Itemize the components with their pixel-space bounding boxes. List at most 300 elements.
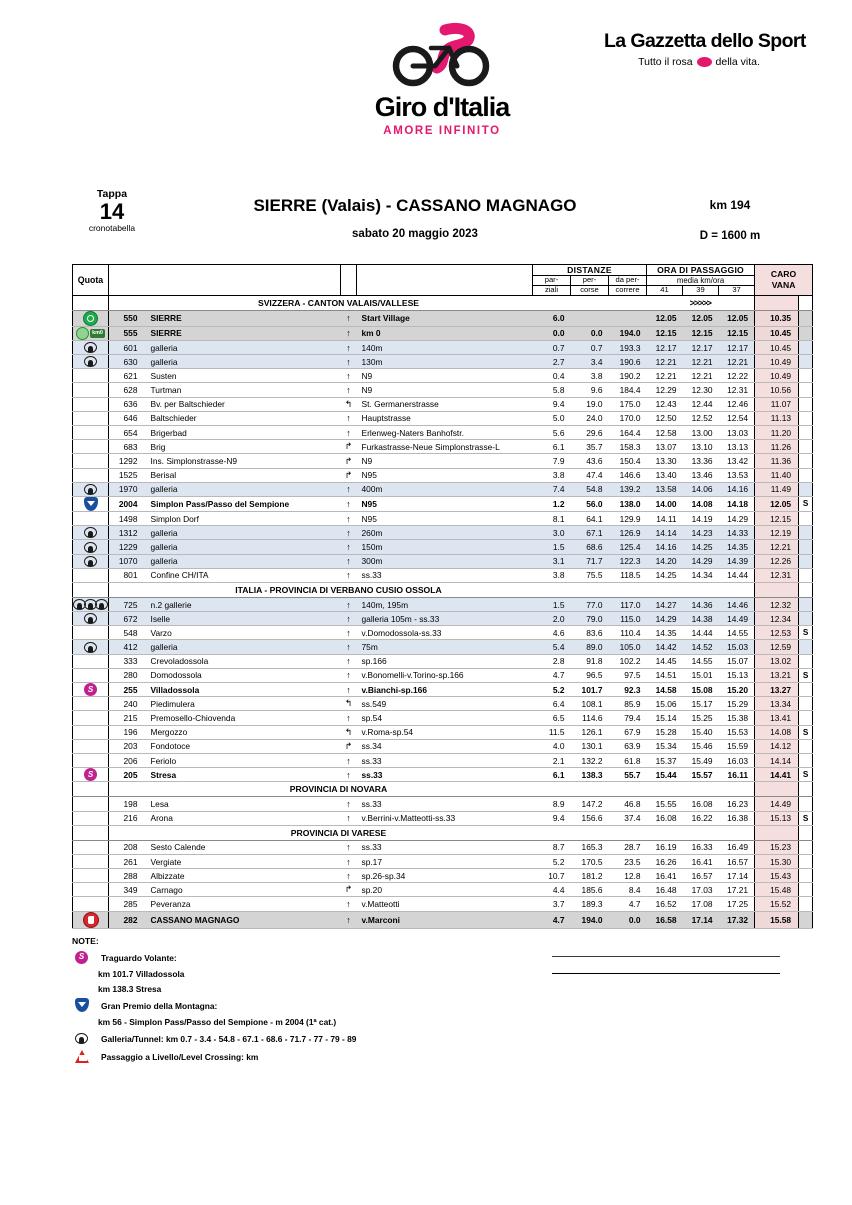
cell-road: N95 [357,511,533,525]
cell-time-39: 15.08 [683,683,719,697]
cell-parziali: 5.0 [533,411,571,425]
cell-time-39: 15.25 [683,711,719,725]
cell-percorse: 96.5 [571,668,609,682]
carovana-line2: VANA [771,279,796,290]
cell-parziali: 6.1 [533,768,571,782]
row-icon-cell [73,654,109,668]
cell-time-41: 13.40 [647,468,683,482]
cell-parziali: 10.7 [533,869,571,883]
cell-carovana: 14.08 [755,725,799,739]
row-icon-cell [73,739,109,753]
cell-time-37: 12.05 [719,310,755,326]
logo-header [0,0,852,150]
cell-parziali: 7.4 [533,482,571,496]
cell-place: Piedimulera [145,697,341,711]
col-header-parziali-2: ziali [533,286,571,296]
cell-percorse: 91.8 [571,654,609,668]
cell-s-marker [799,426,813,440]
cell-time-37: 16.38 [719,811,755,825]
cell-dapercorrere: 164.4 [609,426,647,440]
cell-s-marker [799,568,813,582]
col-header-ora: ORA DI PASSAGGIO [647,265,755,276]
cell-place: galleria [145,554,341,568]
cell-time-37: 14.46 [719,597,755,611]
note-sprint-1: km 101.7 Villadossola [98,969,185,980]
cell-road: v.Roma-sp.54 [357,725,533,739]
cell-time-41: 14.35 [647,626,683,640]
direction-arrow-icon: ↑ [341,326,357,340]
note-gpm-title: Gran Premio della Montagna: [101,1000,218,1011]
direction-arrow-icon: ↑ [341,482,357,496]
cell-s-marker [799,454,813,468]
cell-percorse: 0.0 [571,326,609,340]
cell-carovana: 12.53 [755,626,799,640]
cell-s-marker [799,540,813,554]
cell-time-39: 16.41 [683,854,719,868]
row-icon-cell [73,468,109,482]
cell-parziali: 6.0 [533,310,571,326]
cell-quota: 205 [109,768,145,782]
cell-s-marker [799,468,813,482]
direction-arrow-icon: ↑ [341,383,357,397]
cell-time-41: 15.55 [647,797,683,811]
cell-place: Bv. per Baltschieder [145,397,341,411]
direction-arrow-icon: ↑ [341,869,357,883]
cell-dapercorrere: 67.9 [609,725,647,739]
cell-place: Berisal [145,468,341,482]
row-icon-cell [73,397,109,411]
region-label: PROVINCIA DI VARESE [145,825,533,840]
cell-time-41: 16.19 [647,840,683,854]
table-row [73,454,813,468]
direction-arrow-icon: ↱ [341,468,357,482]
region-icon-cell [73,825,109,840]
cell-quota: 196 [109,725,145,739]
cell-place: Premosello-Chiovenda [145,711,341,725]
table-row [73,440,813,454]
cell-quota: 672 [109,612,145,626]
direction-arrow-icon: ↱ [341,440,357,454]
direction-arrow-icon: ↑ [341,797,357,811]
cell-s-marker: S [799,668,813,682]
cell-time-37: 12.31 [719,383,755,397]
cell-time-41: 12.21 [647,369,683,383]
table-row [73,739,813,753]
cell-place: Stresa [145,768,341,782]
giro-cyclist-icon [352,22,532,94]
cell-dapercorrere: 97.5 [609,668,647,682]
table-row [73,654,813,668]
cell-dapercorrere [609,310,647,326]
cell-s-marker [799,854,813,868]
cell-time-37: 12.21 [719,355,755,369]
cell-road: 260m [357,526,533,540]
cell-road: N95 [357,496,533,511]
table-row [73,668,813,682]
cell-dapercorrere: 150.4 [609,454,647,468]
cell-quota: 255 [109,683,145,697]
cell-place: Varzo [145,626,341,640]
signature-block [552,940,780,974]
cell-percorse: 71.7 [571,554,609,568]
cell-road: sp.26-sp.34 [357,869,533,883]
direction-arrow-icon: ↑ [341,526,357,540]
cell-s-marker [799,711,813,725]
cell-percorse: 132.2 [571,753,609,767]
cell-time-41: 15.06 [647,697,683,711]
col-header-parziali-1: par- [533,276,571,286]
cell-road: v.Marconi [357,911,533,928]
cell-place: galleria [145,526,341,540]
cell-percorse: 108.1 [571,697,609,711]
tunnel-icon [73,612,109,626]
cell-parziali: 3.8 [533,568,571,582]
direction-arrow-icon: ↑ [341,540,357,554]
cell-carovana: 10.35 [755,310,799,326]
cell-carovana: 15.58 [755,911,799,928]
cell-carovana: 11.13 [755,411,799,425]
region-icon-cell [73,295,109,310]
cell-quota: 333 [109,654,145,668]
cell-s-marker: S [799,496,813,511]
cell-time-37: 17.32 [719,911,755,928]
row-icon-cell [73,753,109,767]
cell-quota: 548 [109,626,145,640]
cell-time-41: 12.29 [647,383,683,397]
cell-time-41: 13.07 [647,440,683,454]
table-row [73,911,813,928]
cell-quota: 1229 [109,540,145,554]
cell-time-37: 13.03 [719,426,755,440]
cell-time-39: 14.25 [683,540,719,554]
cell-quota: 654 [109,426,145,440]
carovana-line1: CARO [770,269,797,280]
cell-percorse: 147.2 [571,797,609,811]
cell-parziali: 2.0 [533,612,571,626]
cell-percorse: 126.1 [571,725,609,739]
cell-parziali: 9.4 [533,397,571,411]
cell-parziali: 4.4 [533,883,571,897]
cell-time-39: 14.34 [683,568,719,582]
cell-parziali: 3.1 [533,554,571,568]
cell-parziali: 0.7 [533,340,571,354]
gazzetta-tagline-after: della vita. [715,56,760,68]
cell-s-marker: S [799,768,813,782]
cell-parziali: 7.9 [533,454,571,468]
cell-s-marker [799,739,813,753]
table-row [73,640,813,654]
direction-arrow-icon: ↰ [341,397,357,411]
cell-road: Hauptstrasse [357,411,533,425]
cell-time-41: 16.08 [647,811,683,825]
cell-time-37: 15.07 [719,654,755,668]
cell-dapercorrere: 0.0 [609,911,647,928]
direction-arrow-icon: ↑ [341,612,357,626]
cell-quota: 216 [109,811,145,825]
row-icon-cell [73,440,109,454]
carovana-arrows [647,782,755,797]
cell-time-41: 14.11 [647,511,683,525]
row-icon-cell [73,454,109,468]
cell-quota: 203 [109,739,145,753]
row-icon-cell [73,811,109,825]
cell-road: N9 [357,369,533,383]
cell-percorse: 3.4 [571,355,609,369]
cell-dapercorrere: 138.0 [609,496,647,511]
cell-place: Susten [145,369,341,383]
cell-place: SIERRE [145,310,341,326]
row-icon-cell [73,426,109,440]
cell-percorse: 130.1 [571,739,609,753]
cell-carovana: 14.49 [755,797,799,811]
cell-place: galleria [145,482,341,496]
table-body [73,295,813,928]
cell-percorse: 101.7 [571,683,609,697]
signature-line-1 [552,940,780,957]
table-row [73,411,813,425]
carovana-arrows: >>>>> [647,295,755,310]
row-icon-cell [73,883,109,897]
cell-percorse: 54.8 [571,482,609,496]
cell-parziali: 4.7 [533,668,571,682]
cell-percorse: 165.3 [571,840,609,854]
cell-s-marker [799,326,813,340]
cell-parziali: 4.6 [533,626,571,640]
notes-section [72,936,780,1066]
direction-arrow-icon: ↑ [341,897,357,911]
cell-dapercorrere: 190.6 [609,355,647,369]
table-row [73,711,813,725]
table-row [73,811,813,825]
cell-percorse: 83.6 [571,626,609,640]
cell-place: Lesa [145,797,341,811]
cell-quota: 725 [109,597,145,611]
cell-place: galleria [145,340,341,354]
cell-time-37: 14.44 [719,568,755,582]
cell-time-39: 14.44 [683,626,719,640]
table-row [73,340,813,354]
cell-dapercorrere: 12.8 [609,869,647,883]
cell-road: St. Germanerstrasse [357,397,533,411]
col-header-dapercorrere-1: da per- [609,276,647,286]
cell-time-37: 15.38 [719,711,755,725]
cell-dapercorrere: 184.4 [609,383,647,397]
direction-arrow-icon: ↑ [341,854,357,868]
cell-place: Domodossola [145,668,341,682]
cell-dapercorrere: 46.8 [609,797,647,811]
cell-percorse: 79.0 [571,612,609,626]
direction-arrow-icon: ↑ [341,668,357,682]
cell-s-marker [799,612,813,626]
cell-dapercorrere: 79.4 [609,711,647,725]
cell-quota: 636 [109,397,145,411]
cell-dapercorrere: 115.0 [609,612,647,626]
row-icon-cell [73,511,109,525]
cell-place: Arona [145,811,341,825]
direction-arrow-icon: ↑ [341,683,357,697]
cell-time-39: 16.33 [683,840,719,854]
cell-carovana: 12.26 [755,554,799,568]
cell-time-37: 15.20 [719,683,755,697]
cell-time-39: 12.52 [683,411,719,425]
row-icon-cell [73,725,109,739]
cell-quota: 646 [109,411,145,425]
row-icon-cell [73,869,109,883]
cell-time-37: 16.23 [719,797,755,811]
cell-parziali: 6.5 [533,711,571,725]
cell-quota: 621 [109,369,145,383]
cell-carovana: 15.30 [755,854,799,868]
cell-road: Erlenweg-Naters Banhofstr. [357,426,533,440]
direction-arrow-icon: ↑ [341,511,357,525]
cell-quota: 550 [109,310,145,326]
cell-carovana: 14.12 [755,739,799,753]
cell-s-marker [799,597,813,611]
carovana-arrows [647,825,755,840]
table-row [73,725,813,739]
cell-parziali: 8.9 [533,797,571,811]
direction-arrow-icon: ↑ [341,426,357,440]
cell-time-41: 14.20 [647,554,683,568]
cell-time-37: 13.53 [719,468,755,482]
cell-carovana: 12.05 [755,496,799,511]
cell-time-41: 14.58 [647,683,683,697]
direction-arrow-icon: ↱ [341,883,357,897]
gazzetta-wordmark: La Gazzetta dello Sport [604,30,806,52]
cell-road: ss.33 [357,797,533,811]
cell-quota: 198 [109,797,145,811]
cell-time-39: 17.08 [683,897,719,911]
cell-time-39: 14.29 [683,554,719,568]
row-icon-cell [73,568,109,582]
cell-quota: 288 [109,869,145,883]
cell-quota: 1312 [109,526,145,540]
col-header-arrow [341,265,357,296]
cell-road: ss.549 [357,697,533,711]
cell-parziali: 5.2 [533,683,571,697]
cell-time-39: 17.14 [683,911,719,928]
cell-time-39: 12.15 [683,326,719,340]
cell-dapercorrere: 92.3 [609,683,647,697]
direction-arrow-icon: ↑ [341,753,357,767]
cell-time-37: 12.22 [719,369,755,383]
cell-carovana: 13.02 [755,654,799,668]
row-icon-cell [73,668,109,682]
cell-percorse: 3.8 [571,369,609,383]
row-icon-cell [73,854,109,868]
region-label: SVIZZERA - CANTON VALAIS/VALLESE [145,295,533,310]
table-row [73,369,813,383]
cell-carovana: 11.26 [755,440,799,454]
cell-parziali: 3.8 [533,468,571,482]
cell-percorse: 138.3 [571,768,609,782]
cell-place: Villadossola [145,683,341,697]
cell-s-marker [799,897,813,911]
cell-quota: 206 [109,753,145,767]
cell-carovana: 11.20 [755,426,799,440]
cell-time-37: 14.18 [719,496,755,511]
cell-place: Brigerbad [145,426,341,440]
cell-quota: 240 [109,697,145,711]
cell-place: SIERRE [145,326,341,340]
cell-dapercorrere: 28.7 [609,840,647,854]
cell-time-41: 14.45 [647,654,683,668]
cell-dapercorrere: 118.5 [609,568,647,582]
cell-carovana: 15.23 [755,840,799,854]
cell-quota: 1498 [109,511,145,525]
col-header-road [357,265,533,296]
table-row [73,753,813,767]
row-icon-cell [73,369,109,383]
cell-parziali: 4.7 [533,911,571,928]
note-sprint-2-row [72,982,780,997]
tunnel-icon [73,540,109,554]
stage-title-block [0,188,852,258]
cell-time-41: 14.25 [647,568,683,582]
cell-road: ss.33 [357,768,533,782]
note-tunnel [72,1030,780,1048]
cell-time-39: 13.10 [683,440,719,454]
col-header-speed-41: 41 [647,286,683,296]
cell-dapercorrere: 105.0 [609,640,647,654]
note-tunnel-text: Galleria/Tunnel: km 0.7 - 3.4 - 54.8 - 67.1 - 68.6 - 71.7 - 77 - 79 - 89 [101,1033,357,1044]
cell-time-39: 14.55 [683,654,719,668]
cell-dapercorrere: 146.6 [609,468,647,482]
cell-carovana: 10.56 [755,383,799,397]
cell-s-marker [799,869,813,883]
cell-time-37: 15.59 [719,739,755,753]
cell-road: N9 [357,454,533,468]
table-row [73,683,813,697]
region-header-row [73,295,813,310]
table-row [73,496,813,511]
cell-time-39: 12.21 [683,369,719,383]
col-header-distanze: DISTANZE [533,265,647,276]
cell-time-39: 14.52 [683,640,719,654]
cell-time-39: 15.40 [683,725,719,739]
cell-road: 150m [357,540,533,554]
cell-s-marker [799,383,813,397]
cell-time-39: 16.22 [683,811,719,825]
cell-carovana: 12.19 [755,526,799,540]
cell-place: Feriolo [145,753,341,767]
cell-place: Iselle [145,612,341,626]
cell-time-41: 14.00 [647,496,683,511]
cell-place: Confine CH/ITA [145,568,341,582]
direction-arrow-icon: ↑ [341,355,357,369]
cell-time-39: 12.30 [683,383,719,397]
cell-time-39: 14.38 [683,612,719,626]
cell-parziali: 9.4 [533,811,571,825]
table-row [73,568,813,582]
cell-carovana: 10.49 [755,355,799,369]
cell-place: Crevoladossola [145,654,341,668]
cell-road: 400m [357,482,533,496]
table-row [73,854,813,868]
col-header-percorse-2: corse [571,286,609,296]
table-row [73,697,813,711]
cell-time-41: 16.48 [647,883,683,897]
cell-road: 130m [357,355,533,369]
cell-road: galleria 105m - ss.33 [357,612,533,626]
gpm-icon [72,997,101,1015]
cell-carovana: 12.59 [755,640,799,654]
cell-road: N95 [357,468,533,482]
cell-time-37: 14.49 [719,612,755,626]
table-row [73,426,813,440]
region-header-row [73,782,813,797]
cell-percorse: 67.1 [571,526,609,540]
